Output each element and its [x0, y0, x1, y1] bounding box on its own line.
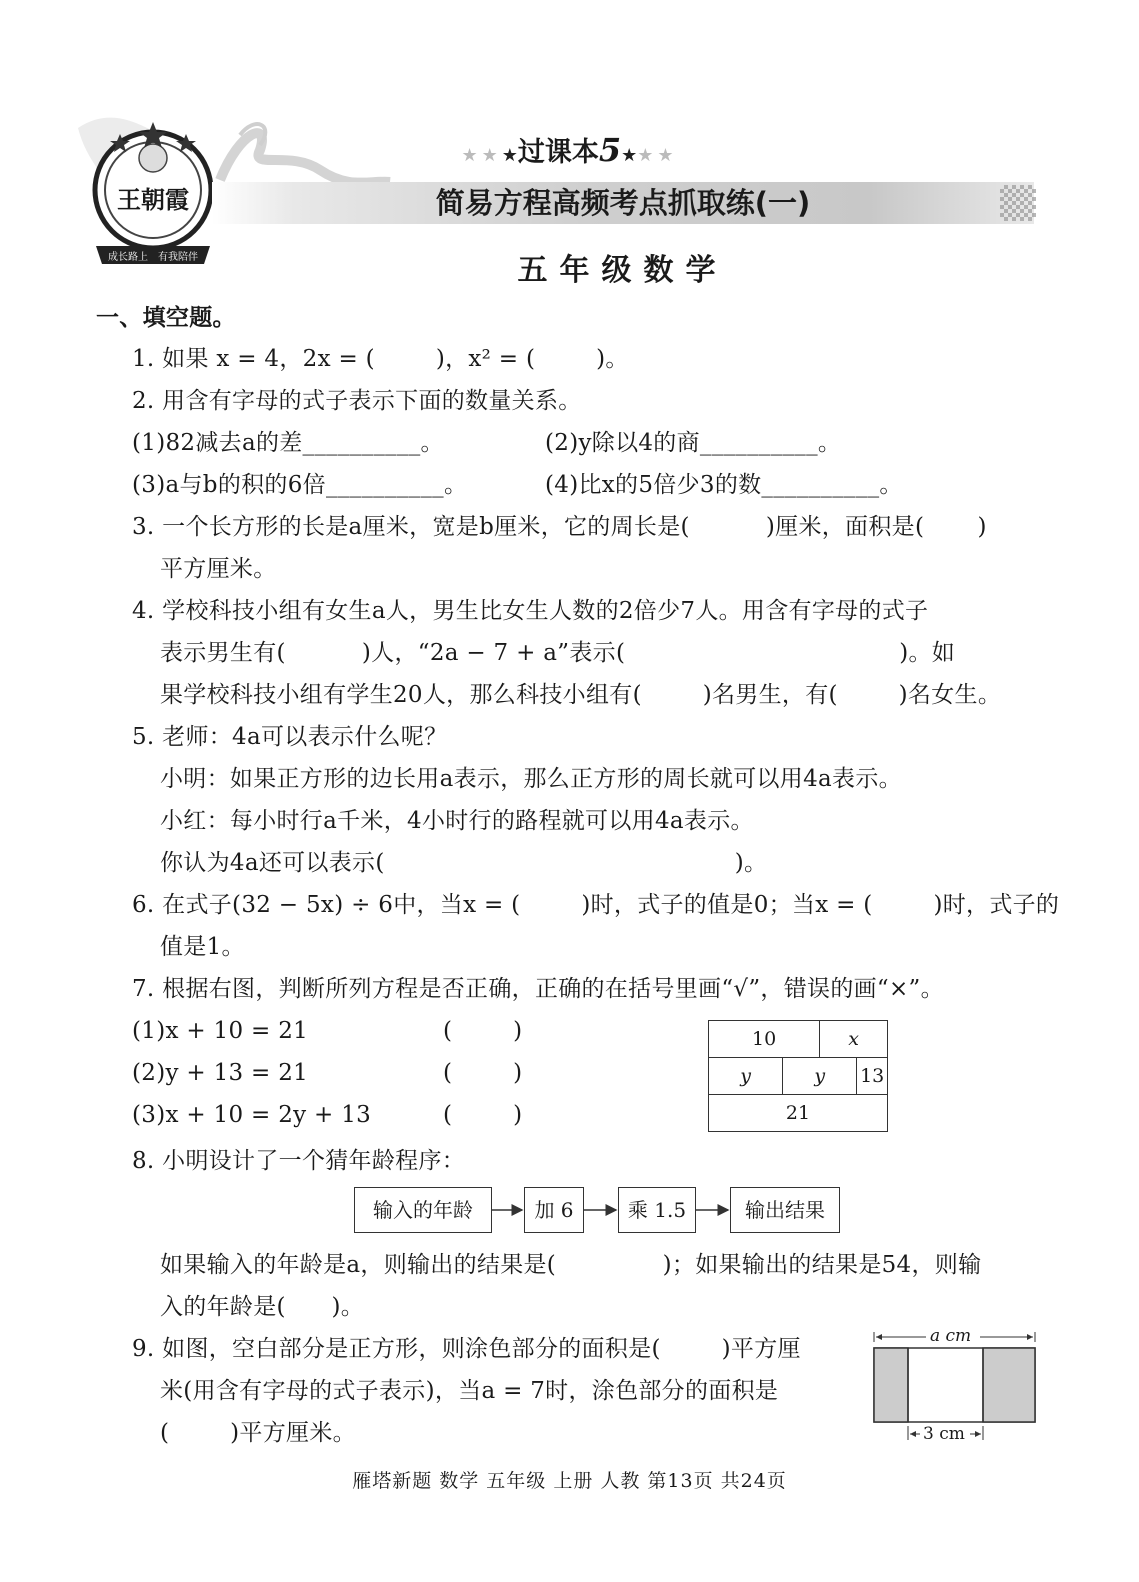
question-9-line-1: 9. 如图，空白部分是正方形，则涂色部分的面积是( )平方厘: [132, 1336, 801, 1362]
width-label: a cm: [930, 1326, 972, 1346]
question-9-line-3: ( )平方厘米。: [160, 1420, 356, 1446]
grid-cell: 21: [709, 1095, 888, 1132]
question-2: 2. 用含有字母的式子表示下面的数量关系。: [132, 388, 582, 414]
flow-box-multiply: 乘 1.5: [618, 1187, 696, 1233]
question-5-line-2: 小明：如果正方形的边长用a表示，那么正方形的周长就可以用4a表示。: [160, 766, 902, 792]
question-2-part-4: (4)比x的5倍少3的数__________。: [545, 472, 903, 498]
star-icon: ★: [501, 145, 518, 166]
question-3-line-2: 平方厘米。: [160, 556, 277, 582]
question-7-equation-3: (3)x + 10 = 2y + 13: [132, 1102, 372, 1128]
question-7-answer-1[interactable]: ( ): [443, 1018, 523, 1044]
question-7-answer-2[interactable]: ( ): [443, 1060, 523, 1086]
flow-arrows: [0, 1200, 1139, 1220]
flow-box-add: 加 6: [524, 1187, 584, 1233]
series-label: [0, 132, 1139, 174]
question-4-line-3: 果学校科技小组有学生20人，那么科技小组有( )名男生，有( )名女生。: [160, 682, 1002, 708]
question-8-line-2: 如果输入的年龄是a，则输出的结果是( )；如果输出的结果是54，则输: [160, 1252, 982, 1278]
grid-cell: x: [820, 1021, 888, 1058]
shaded-area-right: [983, 1348, 1035, 1422]
flow-box-output: 输出结果: [730, 1187, 840, 1233]
grid-cell: 13: [857, 1058, 888, 1095]
question-8: 8. 小明设计了一个猜年龄程序：: [132, 1148, 466, 1174]
series-number: 5: [598, 131, 622, 169]
question-8-line-3: 入的年龄是( )。: [160, 1294, 365, 1320]
question-4-line-1: 4. 学校科技小组有女生a人，男生比女生人数的2倍少7人。用含有字母的式子: [132, 598, 929, 624]
grid-cell: 10: [709, 1021, 820, 1058]
question-4-line-2: 表示男生有( )人，“2a − 7 + a”表示( )。如: [160, 640, 956, 666]
question-9-line-2: 米(用含有字母的式子表示)，当a = 7时，涂色部分的面积是: [160, 1378, 779, 1404]
grid-cell: y: [709, 1058, 783, 1095]
question-7-answer-3[interactable]: ( ): [443, 1102, 523, 1128]
question-2-part-1: (1)82减去a的差__________。: [132, 430, 444, 456]
star-icon: ★: [621, 145, 638, 166]
question-5-line-3: 小红：每小时行a千米，4小时行的路程就可以用4a表示。: [160, 808, 754, 834]
question-2-part-2: (2)y除以4的商__________。: [545, 430, 842, 456]
series-text: 过课本: [517, 137, 599, 168]
logo-name: 王朝霞: [117, 185, 189, 214]
question-2-part-3: (3)a与b的积的6倍__________。: [132, 472, 468, 498]
logo-slogan-left: 成长路上: [108, 252, 148, 263]
question-7-equation-2: (2)y + 13 = 21: [132, 1060, 309, 1086]
question-3-line-1: 3. 一个长方形的长是a厘米，宽是b厘米，它的周长是( )厘米，面积是( ): [132, 514, 987, 540]
question-5-line-1: 5. 老师：4a可以表示什么呢？: [132, 724, 448, 750]
question-7: 7. 根据右图，判断所列方程是否正确，正确的在括号里画“√”，错误的画“×”。: [132, 976, 944, 1002]
question-7-equation-1: (1)x + 10 = 21: [132, 1018, 309, 1044]
logo-slogan-right: 有我陪伴: [158, 252, 198, 263]
shaded-area-left: [874, 1348, 908, 1422]
page-footer: 雁塔新题 数学 五年级 上册 人教 第13页 共24页: [352, 1470, 787, 1492]
section-heading: 一、填空题。: [96, 305, 236, 331]
question-6-line-1: 6. 在式子(32 − 5x) ÷ 6中，当x = ( )时，式子的值是0；当x = ( )时，式子的: [132, 892, 1060, 918]
question-7-diagram: [708, 1020, 888, 1132]
flow-box-input: 输入的年龄: [354, 1187, 492, 1233]
question-6-line-2: 值是1。: [160, 934, 245, 960]
page-title: 简易方程高频考点抓取练(一): [435, 186, 811, 220]
star-icons-right: ★★: [637, 145, 678, 166]
side-label: 3 cm: [923, 1424, 965, 1444]
grid-cell: y: [783, 1058, 857, 1095]
star-icons-left: ★★: [461, 145, 502, 166]
question-1: 1. 如果 x = 4，2x = ( )，x² = ( )。: [132, 346, 629, 372]
page-subtitle: 五年级数学: [517, 253, 728, 288]
question-5-line-4: 你认为4a还可以表示( )。: [160, 850, 768, 876]
